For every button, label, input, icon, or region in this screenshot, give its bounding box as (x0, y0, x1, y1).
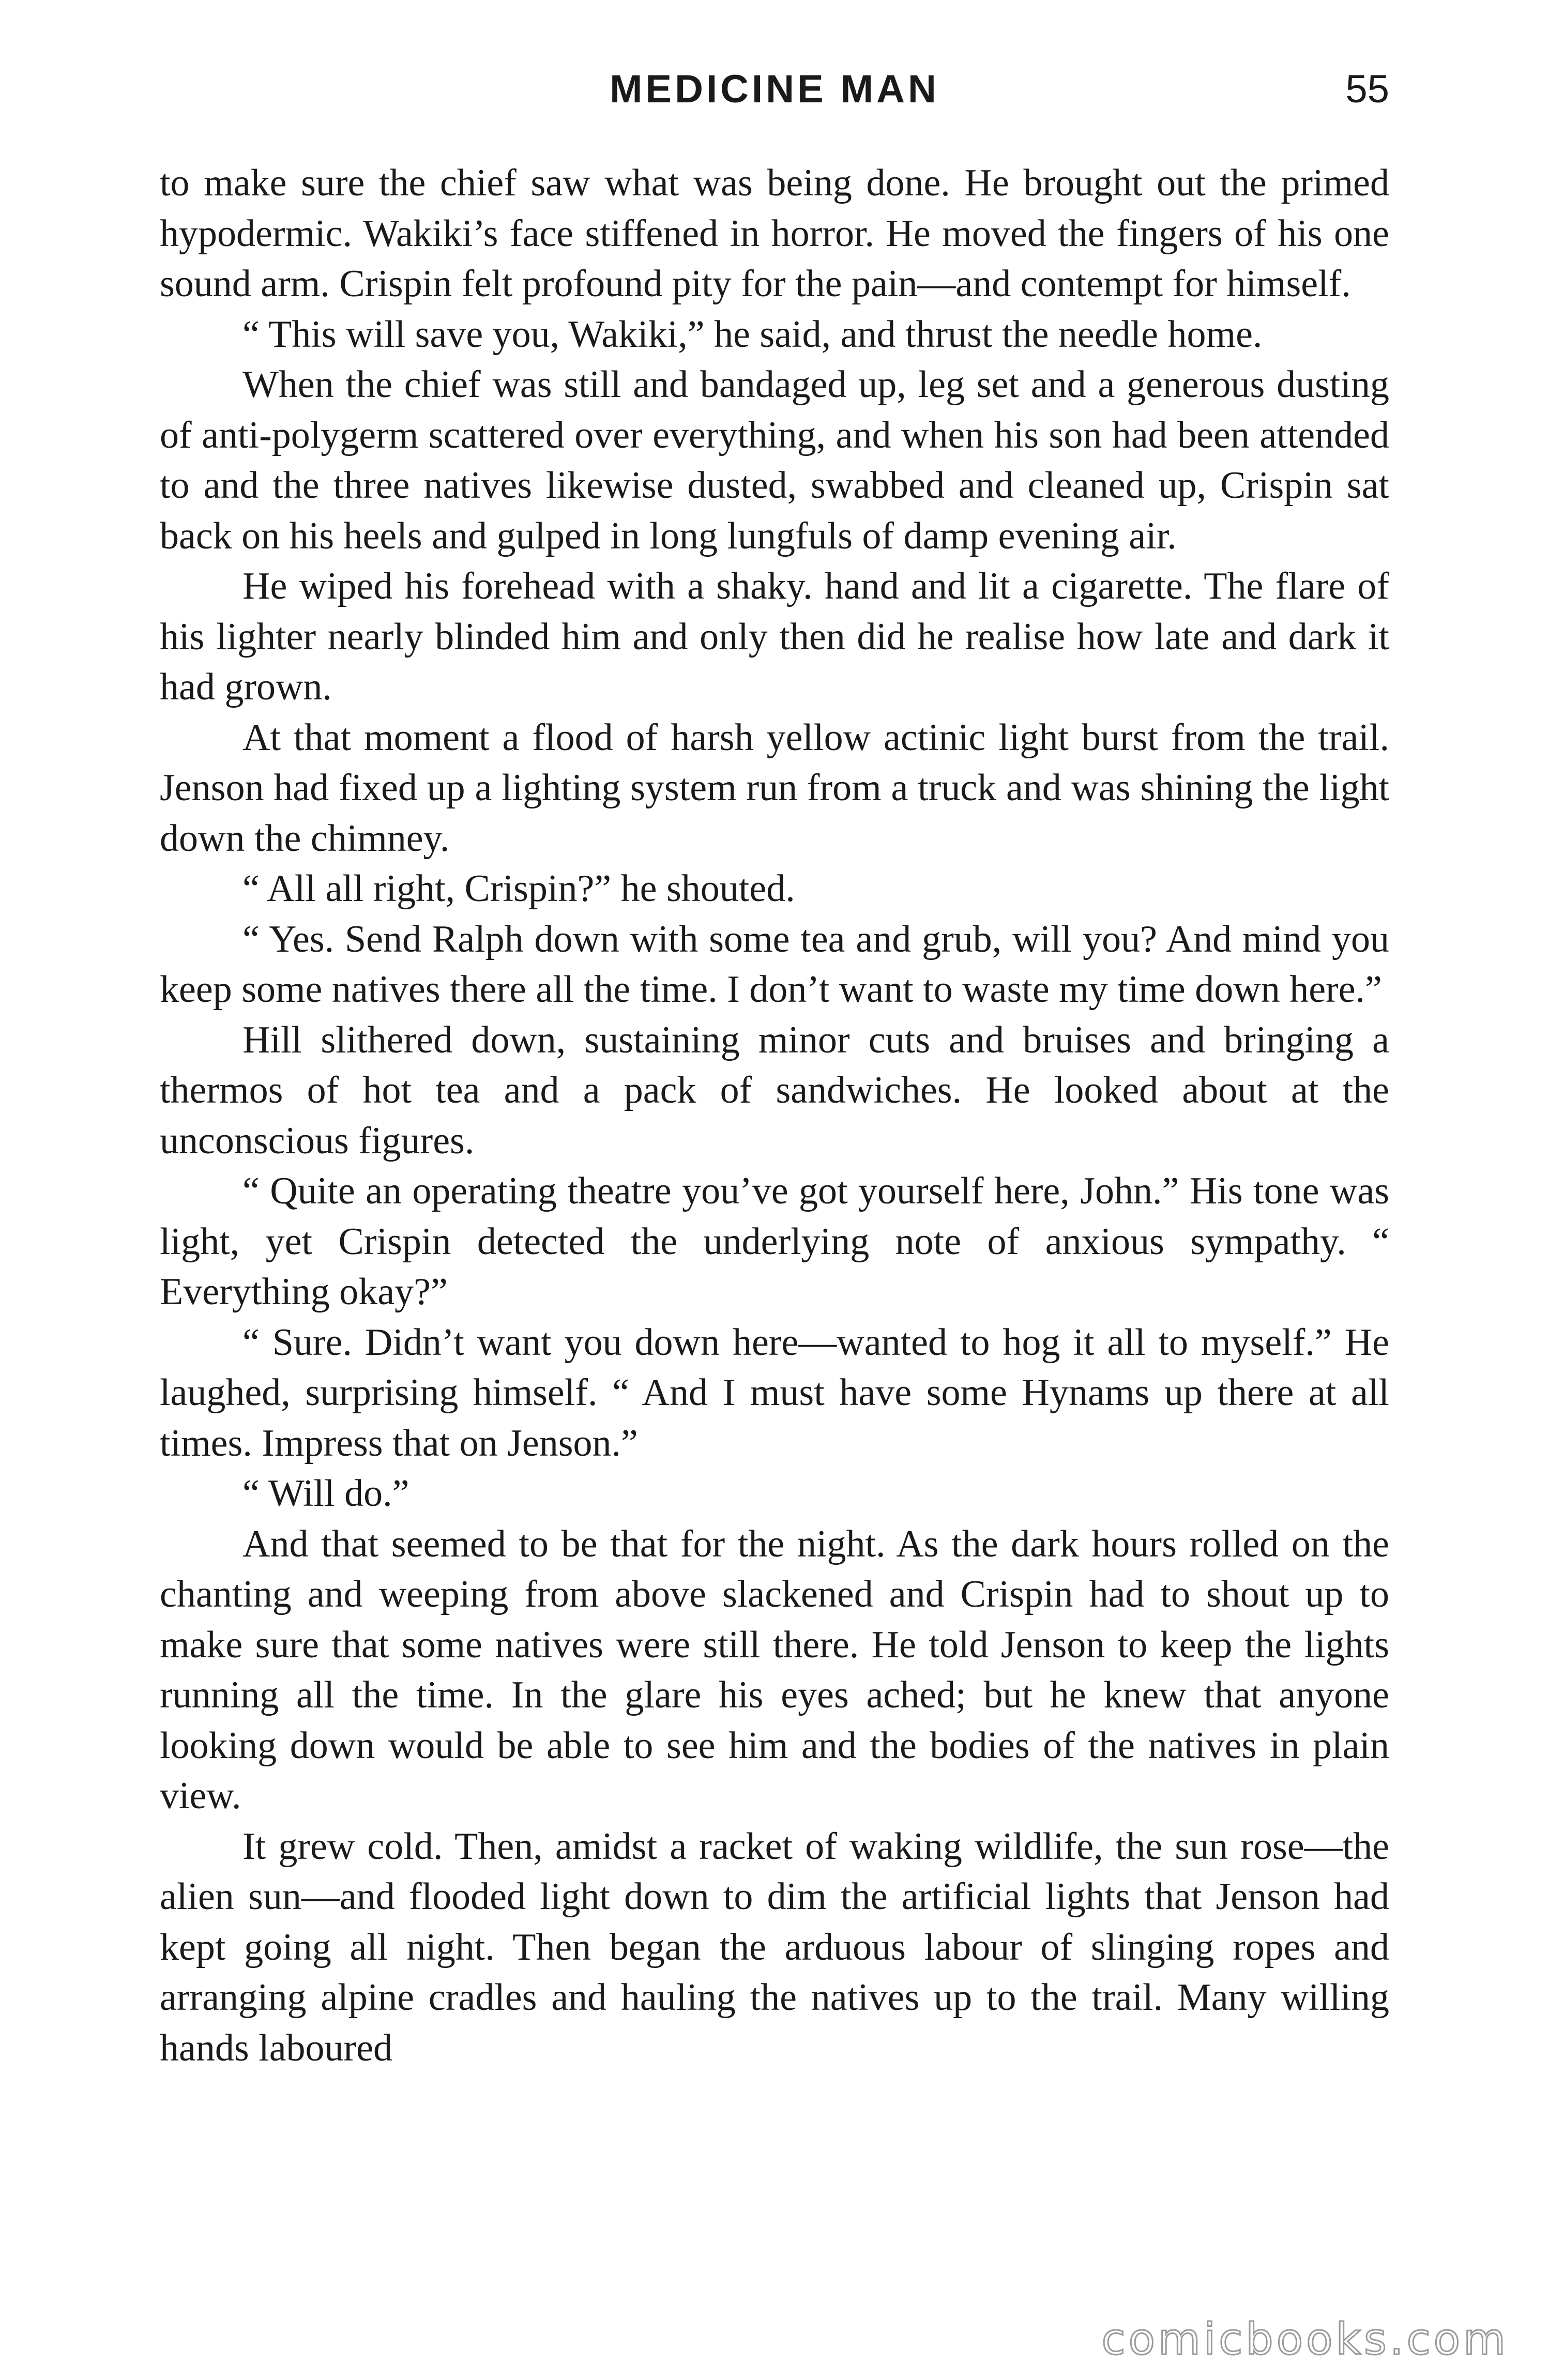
paragraph: “ All all right, Crispin?” he shouted. (242, 867, 795, 910)
paragraph: “ Quite an operating theatre you’ve got yourself here, John.” His tone was light, yet Crispin detected the underlying note of anxious sympathy. “ Everything okay?” (160, 1170, 1389, 1313)
paragraph: “ Yes. Send Ralph down with some tea and grub, will you? And mind you keep some natives there all the time. I don’t want to waste my time down here.” (160, 918, 1389, 1011)
page-number: 55 (1345, 67, 1389, 111)
paragraph: “ This will save you, Wakiki,” he said, and thrust the needle home. (242, 313, 1263, 356)
paragraph: It grew cold. Then, amidst a racket of waking wildlife, the sun rose—the alien sun—and flooded light down to dim the artificial lights that Jenson had kept going all night. Then began the arduous labour of slinging ropes and arranging alpine cradles and hauling the natives up to the trail. Many willing hands laboured (160, 1825, 1389, 2069)
paragraph: When the chief was still and bandaged up, leg set and a generous dusting of anti-polygerm scattered over everything, and when his son had been attended to and the three natives likewise dusted, swabbed and cleaned up, Crispin sat back on his heels and gulped in long lungfuls of damp evening air. (160, 363, 1389, 557)
paragraph: Hill slithered down, sustaining minor cuts and bruises and bringing a thermos of hot tea and a pack of sandwiches. He looked about at the unconscious figures. (160, 1018, 1389, 1162)
page-header (160, 61, 1389, 118)
text-body (160, 158, 1389, 2073)
running-title: MEDICINE MAN (610, 67, 939, 111)
paragraph: “ Sure. Didn’t want you down here—wanted to hog it all to myself.” He laughed, surprising himself. “ And I must have some Hynams up there at all times. Impress that on Jenson.” (160, 1321, 1389, 1464)
paragraph: At that moment a flood of harsh yellow actinic light burst from the trail. Jenson had fixed up a lighting system run from a truck and was shining the light down the chimney. (160, 716, 1389, 860)
watermark: comicbooks.com (1101, 2314, 1509, 2364)
paragraph: And that seemed to be that for the night. As the dark hours rolled on the chanting and weeping from above slackened and Crispin had to shout up to make sure that some natives were still there. He told Jenson to keep the lights running all the time. In the glare his eyes ached; but he knew that anyone looking down would be able to see him and the bodies of the natives in plain view. (160, 1522, 1389, 1817)
paragraph: “ Will do.” (242, 1472, 409, 1515)
paragraph: He wiped his forehead with a shaky. hand and lit a cigarette. The flare of his lighter nearly blinded him and only then did he realise how late and dark it had grown. (160, 565, 1389, 708)
paragraph: to make sure the chief saw what was being done. He brought out the primed hypodermic. Wakiki’s face stiffened in horror. He moved the fingers of his one sound arm. Crispin felt profound pity for the pain—and contempt for himself. (160, 162, 1389, 305)
